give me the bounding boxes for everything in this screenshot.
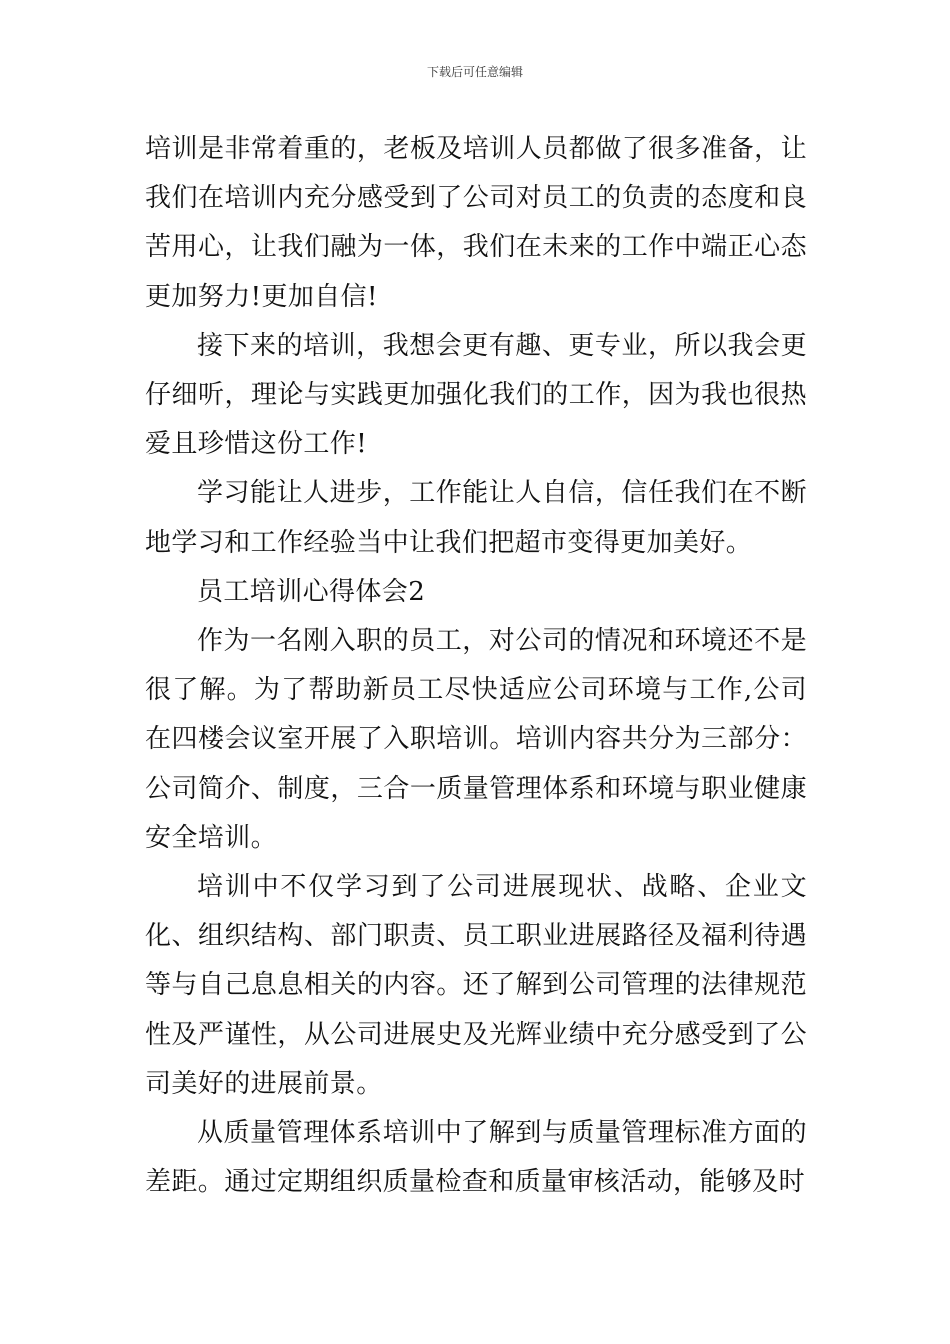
document-body bbox=[145, 125, 807, 1207]
paragraph-3: 学习能让人进步，工作能让人自信，信任我们在不断地学习和工作经验当中让我们把超市变得更加美好。 bbox=[145, 478, 807, 558]
paragraph-2: 接下来的培训，我想会更有趣、更专业，所以我会更仔细听，理论与实践更加强化我们的工作，因为我也很热爱且珍惜这份工作! bbox=[145, 330, 807, 460]
paragraph-1: 培训是非常着重的，老板及培训人员都做了很多准备，让我们在培训内充分感受到了公司对员工的负责的态度和良苦用心，让我们融为一体，我们在未来的工作中端正心态更加努力!更加自信! bbox=[145, 134, 807, 312]
paragraph-4: 作为一名刚入职的员工，对公司的情况和环境还不是很了解。为了帮助新员工尽快适应公司环境与工作,公司在四楼会议室开展了入职培训。培训内容共分为三部分：公司简介、制度，三合一质量管理体系和环境与职业健康安全培训。 bbox=[145, 626, 807, 853]
paragraph-5: 培训中不仅学习到了公司进展现状、战略、企业文化、组织结构、部门职责、员工职业进展路径及福利待遇等与自己息息相关的内容。还了解到公司管理的法律规范性及严谨性，从公司进展史及光辉业绩中充分感受到了公司美好的进展前景。 bbox=[145, 872, 807, 1099]
section-heading: 员工培训心得体会2 bbox=[197, 576, 426, 607]
header-watermark: 下载后可任意编辑 bbox=[426, 65, 523, 79]
paragraph-6: 从质量管理体系培训中了解到与质量管理标准方面的差距。通过定期组织质量检查和质量审核活动，能够及时 bbox=[145, 1118, 807, 1198]
